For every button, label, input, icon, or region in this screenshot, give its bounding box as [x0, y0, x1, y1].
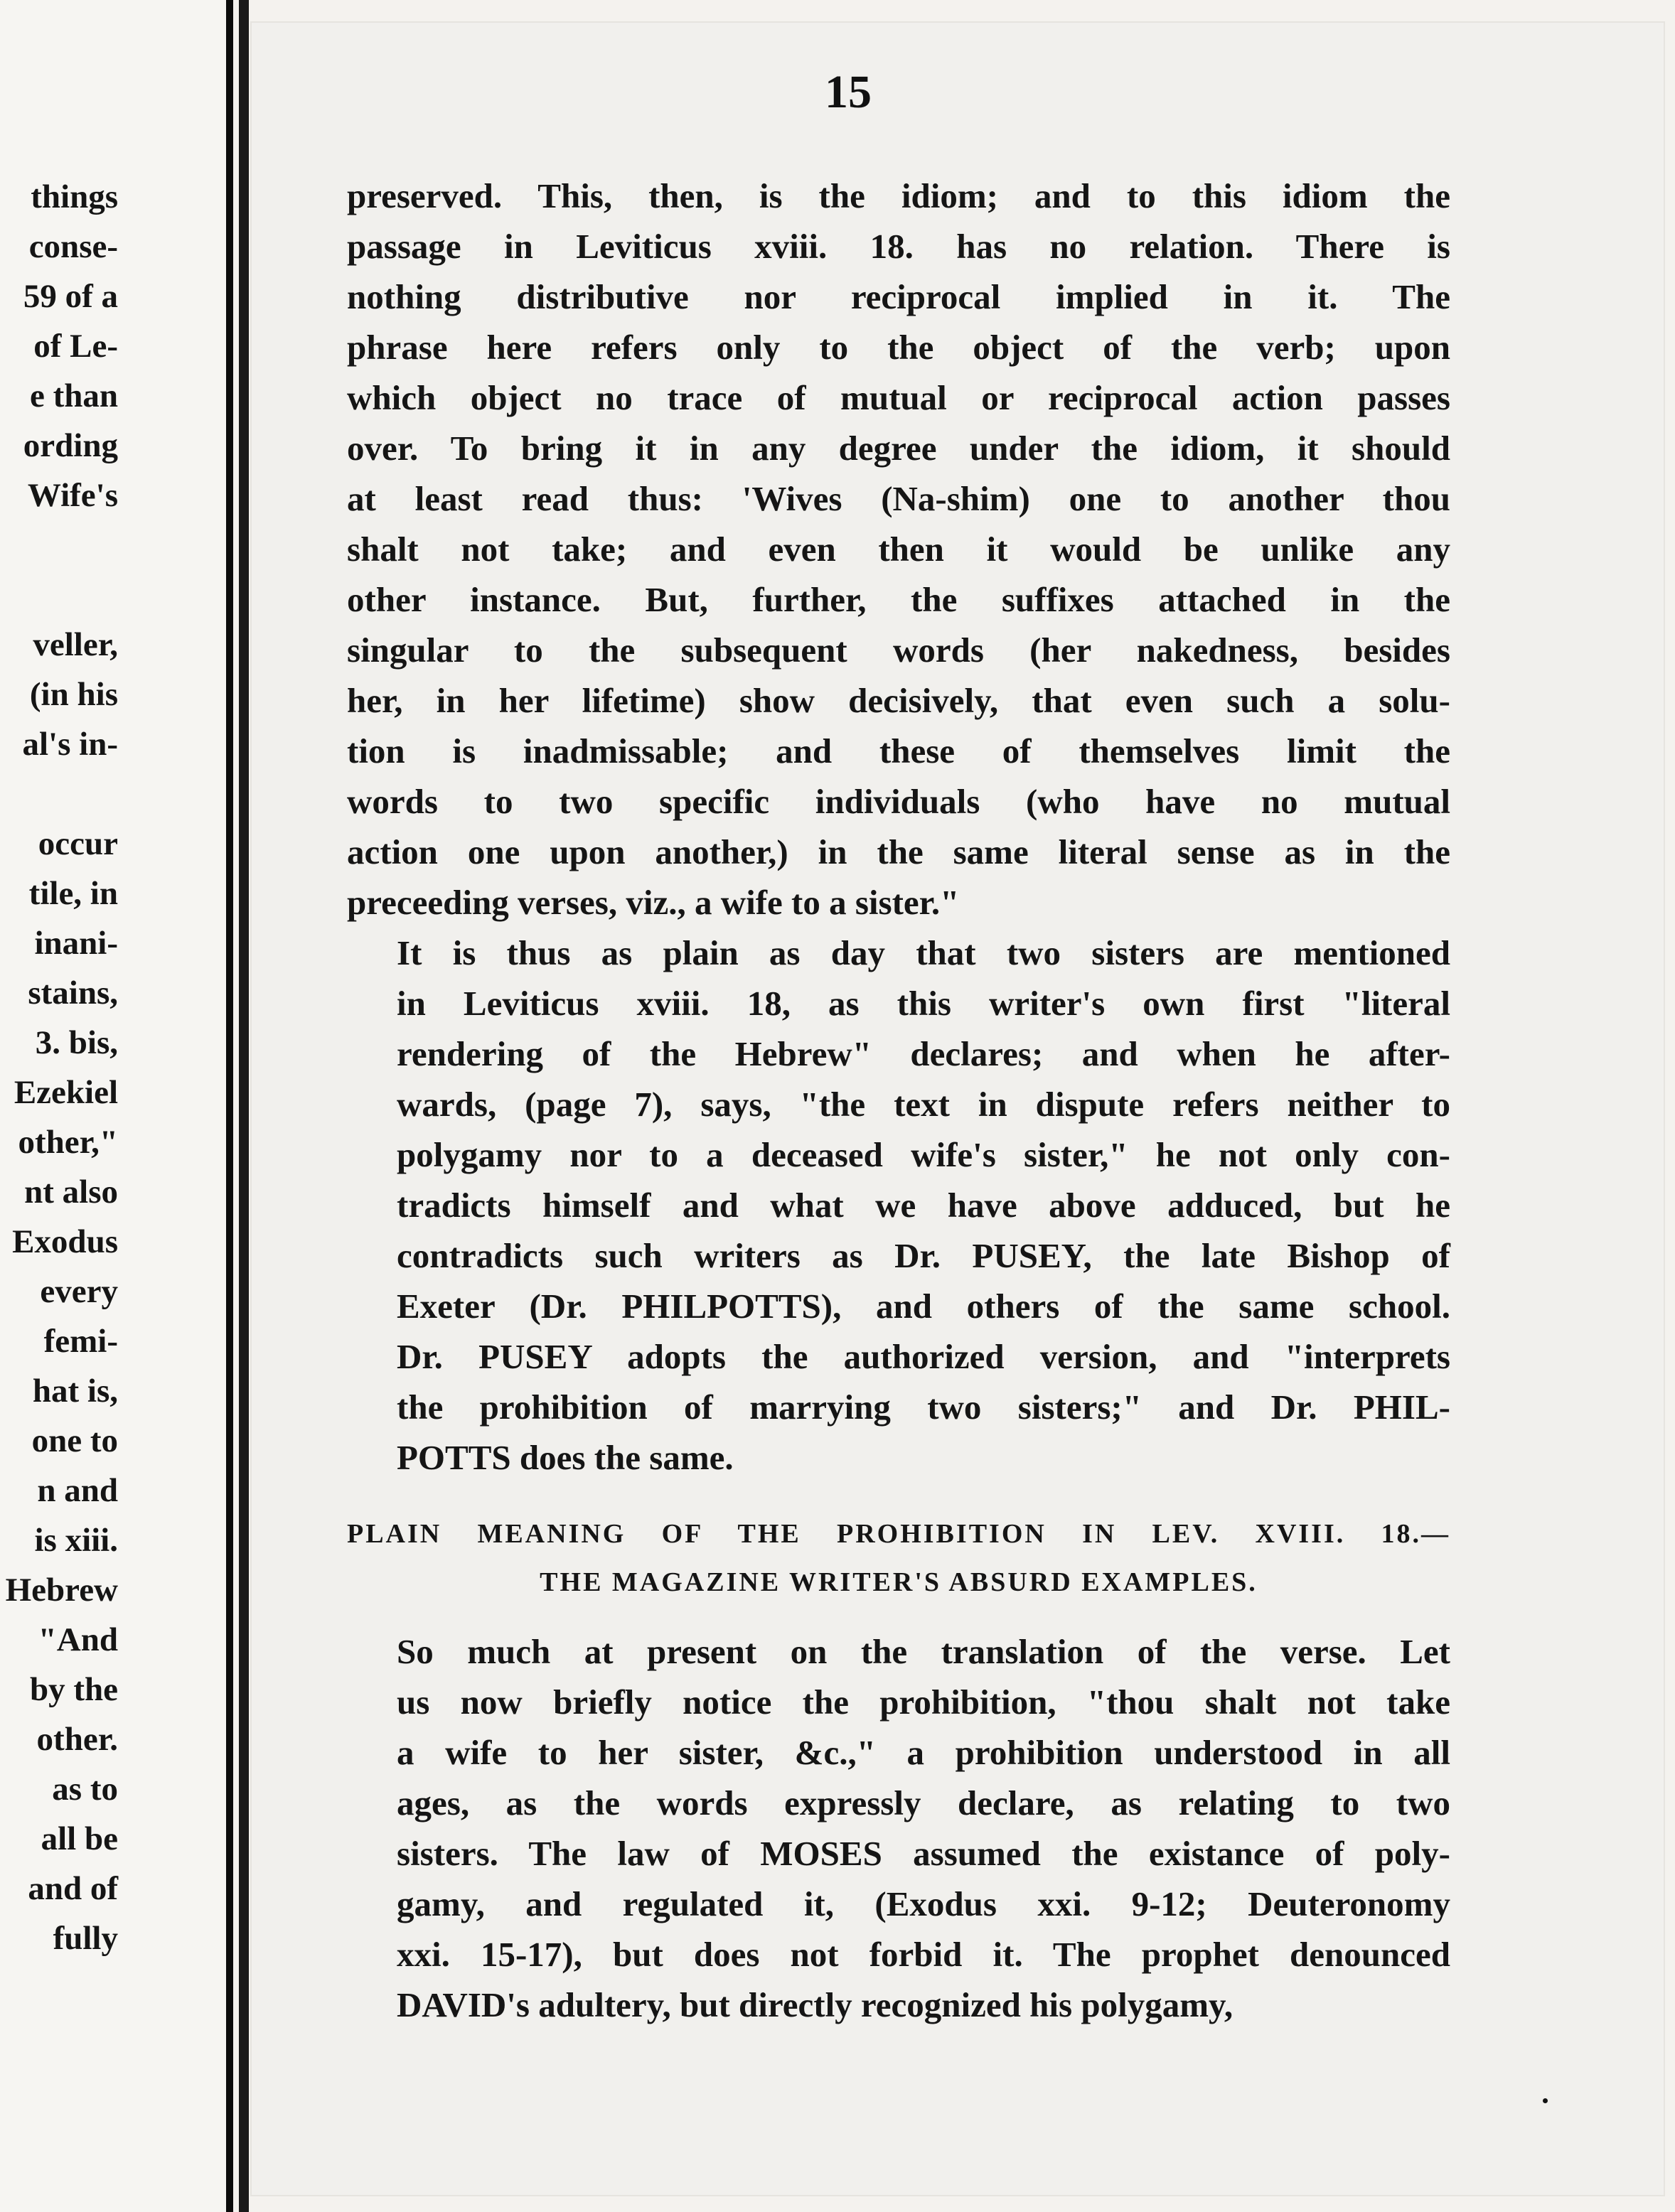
- left-page-strip: [0, 0, 232, 2212]
- text-line: gamy, and regulated it, (Exodus xxi. 9-12; Deuteronomy: [397, 1884, 1450, 1923]
- left-page-fragment: Wife's: [27, 477, 118, 514]
- text-line: It is thus as plain as day that two sisters are mentioned: [397, 933, 1450, 972]
- left-page-fragment: and of: [28, 1870, 118, 1907]
- left-page-fragment: as to: [52, 1771, 118, 1808]
- text-line: preceeding verses, viz., a wife to a sister.": [347, 883, 960, 922]
- text-line: Exeter (Dr. PHILPOTTS), and others of the same school.: [397, 1287, 1450, 1326]
- text-line: other instance. But, further, the suffixes attached in the: [347, 580, 1450, 619]
- left-page-fragment: al's in-: [22, 726, 118, 763]
- left-page-fragment: femi-: [43, 1323, 118, 1360]
- left-page-fragment: things: [31, 178, 118, 215]
- left-page-fragment: other,": [18, 1124, 118, 1161]
- left-page-fragment: all be: [41, 1820, 118, 1857]
- text-line: POTTS does the same.: [397, 1438, 734, 1477]
- page-gutter-left: [226, 0, 233, 2212]
- left-page-fragment: e than: [29, 377, 118, 414]
- text-line: preserved. This, then, is the idiom; and to this idiom the: [347, 176, 1450, 215]
- left-page-fragment: "And: [38, 1621, 118, 1658]
- left-page-fragment: hat is,: [32, 1373, 118, 1410]
- text-line: her, in her lifetime) show decisively, that even such a solu-: [347, 681, 1450, 720]
- left-page-fragment: occur: [38, 825, 118, 862]
- text-line: phrase here refers only to the object of the verb; upon: [347, 328, 1450, 367]
- text-line: a wife to her sister, &c.," a prohibition understood in all: [397, 1733, 1450, 1772]
- paragraph-3: [347, 1626, 1450, 2030]
- paragraph-1: [347, 171, 1450, 928]
- left-page-fragment: every: [40, 1273, 118, 1310]
- text-line: which object no trace of mutual or reciprocal action passes: [347, 378, 1450, 417]
- left-page-fragment: (in his: [29, 676, 118, 713]
- text-line: nothing distributive nor reciprocal implied in it. The: [347, 277, 1450, 316]
- left-page-fragment: of Le-: [33, 328, 118, 365]
- text-line: passage in Leviticus xviii. 18. has no relation. There is: [347, 227, 1450, 266]
- page-number: 15: [825, 66, 872, 118]
- text-line: at least read thus: 'Wives (Na-shim) one to another thou: [347, 479, 1450, 518]
- text-line: ages, as the words expressly declare, as relating to two: [397, 1783, 1450, 1822]
- margin-dot: [1543, 2098, 1548, 2103]
- left-page-fragment: other.: [36, 1721, 118, 1758]
- text-line: the prohibition of marrying two sisters;" and Dr. PHIL-: [397, 1387, 1450, 1427]
- text-line: sisters. The law of MOSES assumed the existance of poly-: [397, 1834, 1450, 1873]
- left-page-fragment: 3. bis,: [35, 1024, 118, 1061]
- left-page-fragment: n and: [37, 1472, 118, 1509]
- left-page-fragment: veller,: [33, 626, 118, 663]
- text-line: So much at present on the translation of the verse. Let: [397, 1632, 1450, 1671]
- left-page-fragment: 59 of a: [23, 278, 118, 315]
- left-page-fragment: nt also: [24, 1174, 118, 1210]
- text-line: action one upon another,) in the same literal sense as in the: [347, 832, 1450, 871]
- text-line: tradicts himself and what we have above adduced, but he: [397, 1186, 1450, 1225]
- left-page-fragment: fully: [53, 1920, 118, 1957]
- text-line: xxi. 15-17), but does not forbid it. The prophet denounced: [397, 1935, 1450, 1974]
- section-heading: [347, 1510, 1450, 1606]
- left-page-fragment: Exodus: [12, 1223, 118, 1260]
- text-line: contradicts such writers as Dr. PUSEY, the late Bishop of: [397, 1236, 1450, 1275]
- left-page-fragment: one to: [31, 1422, 118, 1459]
- text-line: shalt not take; and even then it would be unlike any: [347, 530, 1450, 569]
- text-line: tion is inadmissable; and these of themselves limit the: [347, 731, 1450, 771]
- paragraph-2: [347, 928, 1450, 1483]
- left-page-fragment: conse-: [28, 228, 118, 265]
- text-line: Dr. PUSEY adopts the authorized version, and "interprets: [397, 1337, 1450, 1376]
- left-page-fragment: ording: [23, 427, 118, 464]
- left-page-fragment: inani-: [34, 925, 118, 962]
- text-line: us now briefly notice the prohibition, "thou shalt not take: [397, 1682, 1450, 1722]
- page-body: [347, 171, 1450, 2030]
- section-heading-line-2: THE MAGAZINE WRITER'S ABSURD EXAMPLES.: [540, 1567, 1258, 1597]
- text-line: rendering of the Hebrew" declares; and when he after-: [397, 1034, 1450, 1073]
- left-page-fragment: by the: [29, 1671, 118, 1708]
- text-line: in Leviticus xviii. 18, as this writer's own first "literal: [397, 984, 1450, 1023]
- text-line: wards, (page 7), says, "the text in dispute refers neither to: [397, 1085, 1450, 1124]
- left-page-fragment: tile, in: [28, 875, 118, 912]
- left-page-fragment: Hebrew: [5, 1572, 118, 1609]
- section-heading-line-1: PLAIN MEANING OF THE PROHIBITION IN LEV. XVIII. 18.—: [347, 1519, 1450, 1549]
- left-page-fragment: is xiii.: [34, 1522, 118, 1559]
- text-line: over. To bring it in any degree under the idiom, it should: [347, 429, 1450, 468]
- text-line: DAVID's adultery, but directly recognized his polygamy,: [397, 1985, 1233, 2024]
- left-page-fragment: Ezekiel: [14, 1074, 118, 1111]
- left-page-fragment: stains,: [28, 975, 118, 1011]
- text-line: singular to the subsequent words (her nakedness, besides: [347, 630, 1450, 670]
- page-gutter-right: [239, 0, 249, 2212]
- text-line: words to two specific individuals (who have no mutual: [347, 782, 1450, 821]
- text-line: polygamy nor to a deceased wife's sister," he not only con-: [397, 1135, 1450, 1174]
